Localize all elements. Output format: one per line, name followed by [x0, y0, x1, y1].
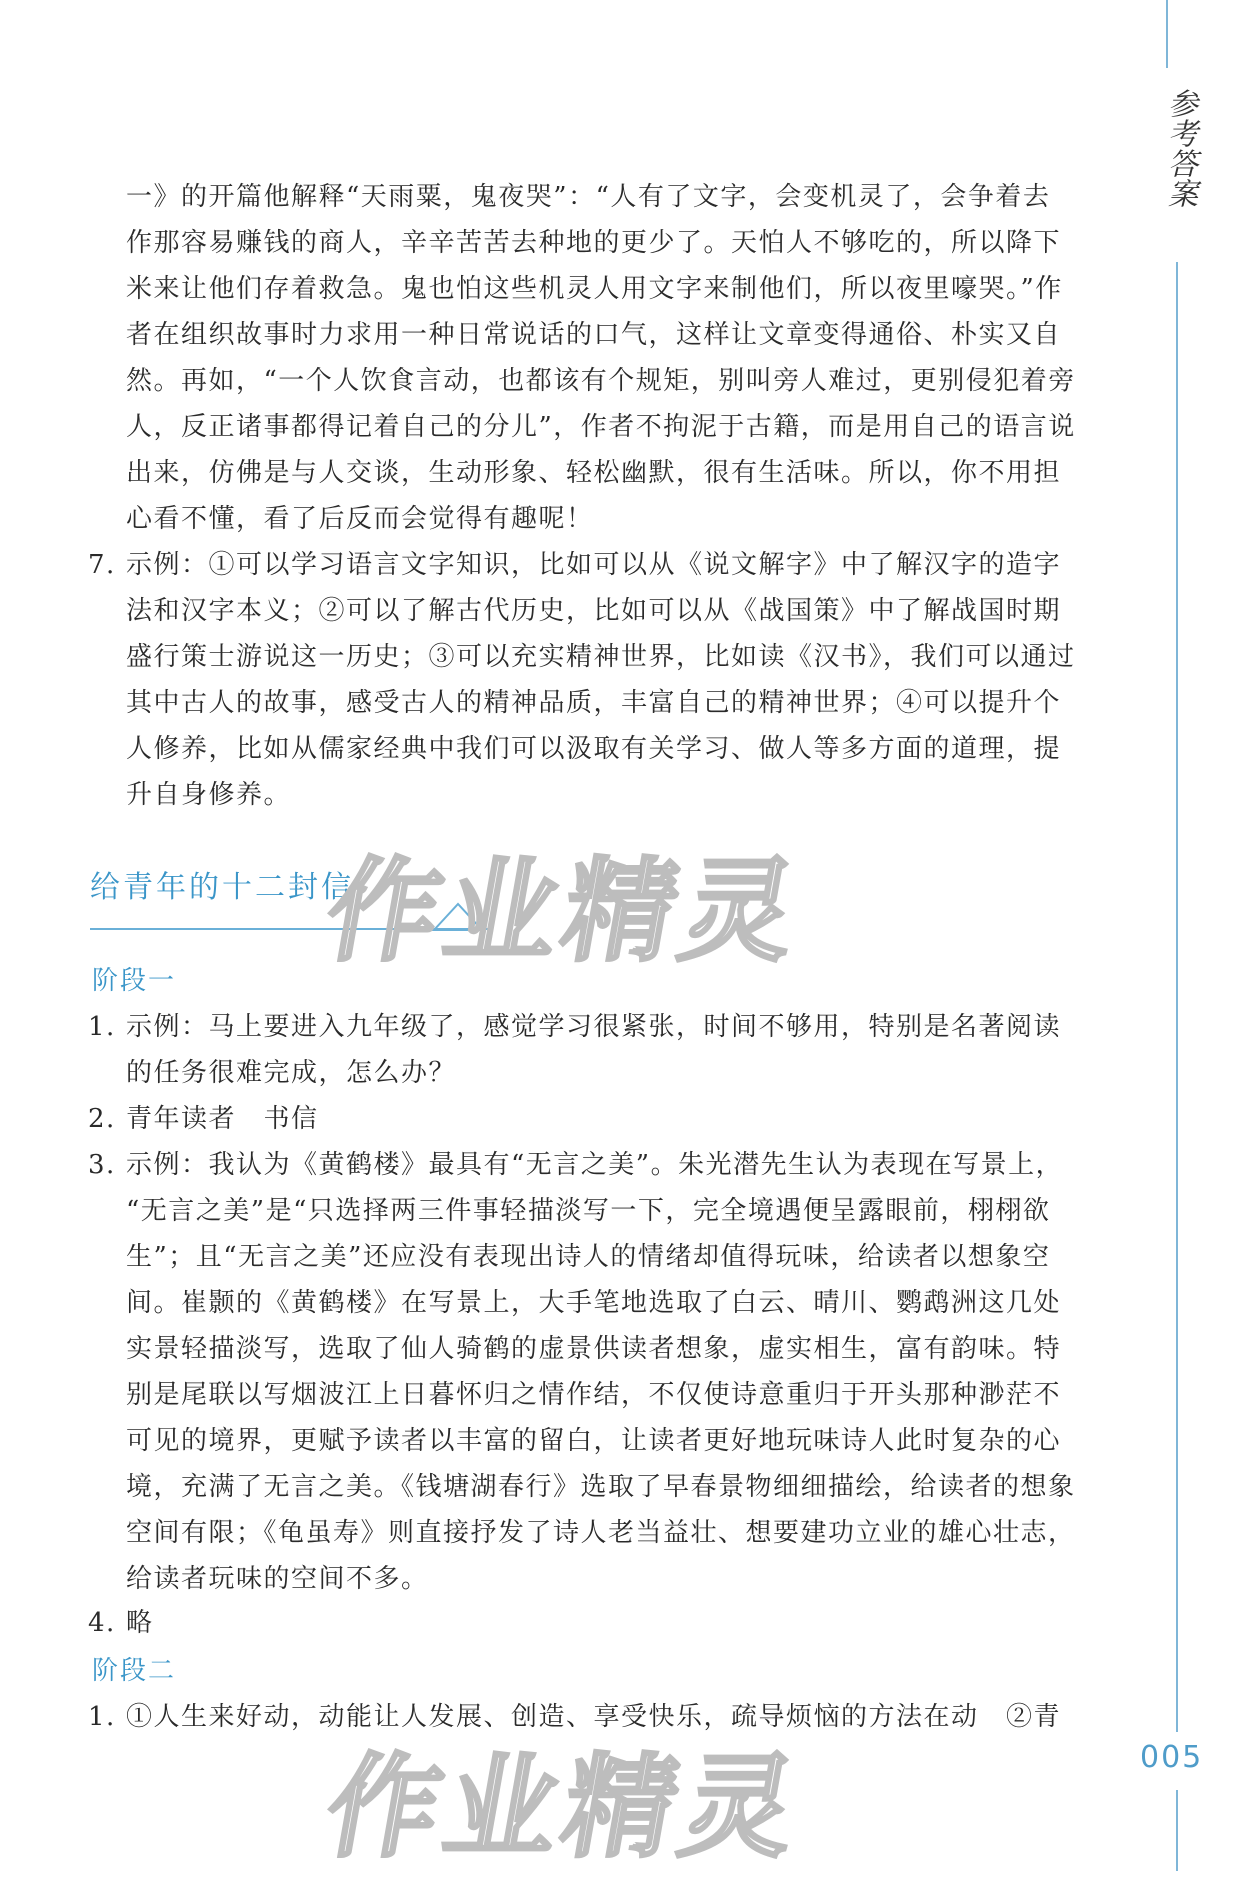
- text-line: 一》的开篇他解释“天雨粟，鬼夜哭”：“人有了文字，会变机灵了，会争着去: [126, 182, 1051, 212]
- stage-label-2: 阶段二: [92, 1656, 177, 1686]
- stage-label-1: 阶段一: [92, 966, 177, 996]
- answer-item: [88, 1142, 1108, 1602]
- text-line: 境，充满了无言之美。《钱塘湖春行》选取了早春景物细细描绘，给读者的想象: [126, 1472, 1076, 1502]
- text-line: 米来让他们存着救急。鬼也怕这些机灵人用文字来制他们，所以夜里嚎哭。”作: [126, 274, 1063, 304]
- item-number: 7.: [88, 550, 116, 580]
- item-number: 1.: [88, 1012, 116, 1042]
- text-line: 给读者玩味的空间不多。: [126, 1564, 429, 1594]
- text-line: 升自身修养。: [126, 780, 292, 810]
- answer-item: [88, 1004, 1108, 1096]
- text-line: 者在组织故事时力求用一种日常说话的口气，这样让文章变得通俗、朴实又自: [126, 320, 1062, 350]
- text-line: 空间有限；《龟虽寿》则直接抒发了诗人老当益壮、想要建功立业的雄心壮志，: [126, 1518, 1076, 1548]
- text-line: 示例：我认为《黄鹤楼》最具有“无言之美”。朱光潜先生认为表现在写景上，: [126, 1150, 1064, 1180]
- text-line: 人，反正诸事都得记着自己的分儿”，作者不拘泥于古籍，而是用自己的语言说: [126, 412, 1076, 442]
- answer-item-7: [88, 542, 1108, 818]
- text-line: 的任务很难完成，怎么办？: [126, 1058, 457, 1088]
- text-line: “无言之美”是“只选择两三件事轻描淡写一下，完全境遇便呈露眼前，栩栩欲: [126, 1196, 1051, 1226]
- answer-item: [88, 1600, 1108, 1646]
- text-line: 示例：①可以学习语言文字知识，比如可以从《说文解字》中了解汉字的造字: [126, 550, 1062, 580]
- text-line: 生”；且“无言之美”还应没有表现出诗人的情绪却值得玩味，给读者以想象空: [126, 1242, 1051, 1272]
- page-number: 005: [1140, 1740, 1204, 1775]
- margin-rule-bottom: [1176, 1790, 1178, 1871]
- text-line: 人修养，比如从儒家经典中我们可以汲取有关学习、做人等多方面的道理，提: [126, 734, 1062, 764]
- text-line: 示例：马上要进入九年级了，感觉学习很紧张，时间不够用，特别是名著阅读: [126, 1012, 1062, 1042]
- section-title: 给青年的十二封信: [90, 870, 354, 905]
- side-title: 参考答案: [1162, 88, 1197, 208]
- text-line: ①人生来好动，动能让人发展、创造、享受快乐，疏导烦恼的方法在动 ②青: [126, 1702, 1062, 1732]
- text-line: 心看不懂，看了后反而会觉得有趣呢！: [126, 504, 594, 534]
- item-number: 3.: [88, 1150, 116, 1180]
- item-number: 1.: [88, 1702, 116, 1732]
- text-line: 别是尾联以写烟波江上日暮怀归之情作结，不仅使诗意重归于开头那种渺茫不: [126, 1380, 1062, 1410]
- watermark: 作业精灵: [316, 1743, 812, 1873]
- intro-paragraph: [126, 174, 1106, 542]
- item-number: 2.: [88, 1104, 116, 1134]
- text-line: 作那容易赚钱的商人，辛辛苦苦去种地的更少了。天怕人不够吃的，所以降下: [126, 228, 1062, 258]
- watermark: 作业精灵: [316, 847, 812, 977]
- text-line: 可见的境界，更赋予读者以丰富的留白，让读者更好地玩味诗人此时复杂的心: [126, 1426, 1062, 1456]
- text-line: 出来，仿佛是与人交谈，生动形象、轻松幽默，很有生活味。所以，你不用担: [126, 458, 1062, 488]
- text-line: 然。再如，“一个人饮食言动，也都该有个规矩，别叫旁人难过，更别侵犯着旁: [126, 366, 1076, 396]
- margin-rule: [1176, 262, 1178, 1732]
- item-number: 4.: [88, 1608, 116, 1638]
- margin-rule-top: [1166, 0, 1168, 68]
- text-line: 法和汉字本义；②可以了解古代历史，比如可以从《战国策》中了解战国时期: [126, 596, 1062, 626]
- text-line: 实景轻描淡写，选取了仙人骑鹤的虚景供读者想象，虚实相生，富有韵味。特: [126, 1334, 1062, 1364]
- text-line: 盛行策士游说这一历史；③可以充实精神世界，比如读《汉书》，我们可以通过: [126, 642, 1076, 672]
- answer-item: [88, 1096, 1108, 1142]
- text-line: 间。崔颢的《黄鹤楼》在写景上，大手笔地选取了白云、晴川、鹦鹉洲这几处: [126, 1288, 1062, 1318]
- text-line: 其中古人的故事，感受古人的精神品质，丰富自己的精神世界；④可以提升个: [126, 688, 1062, 718]
- text-line: 青年读者 书信: [126, 1104, 319, 1134]
- text-line: 略: [126, 1608, 154, 1638]
